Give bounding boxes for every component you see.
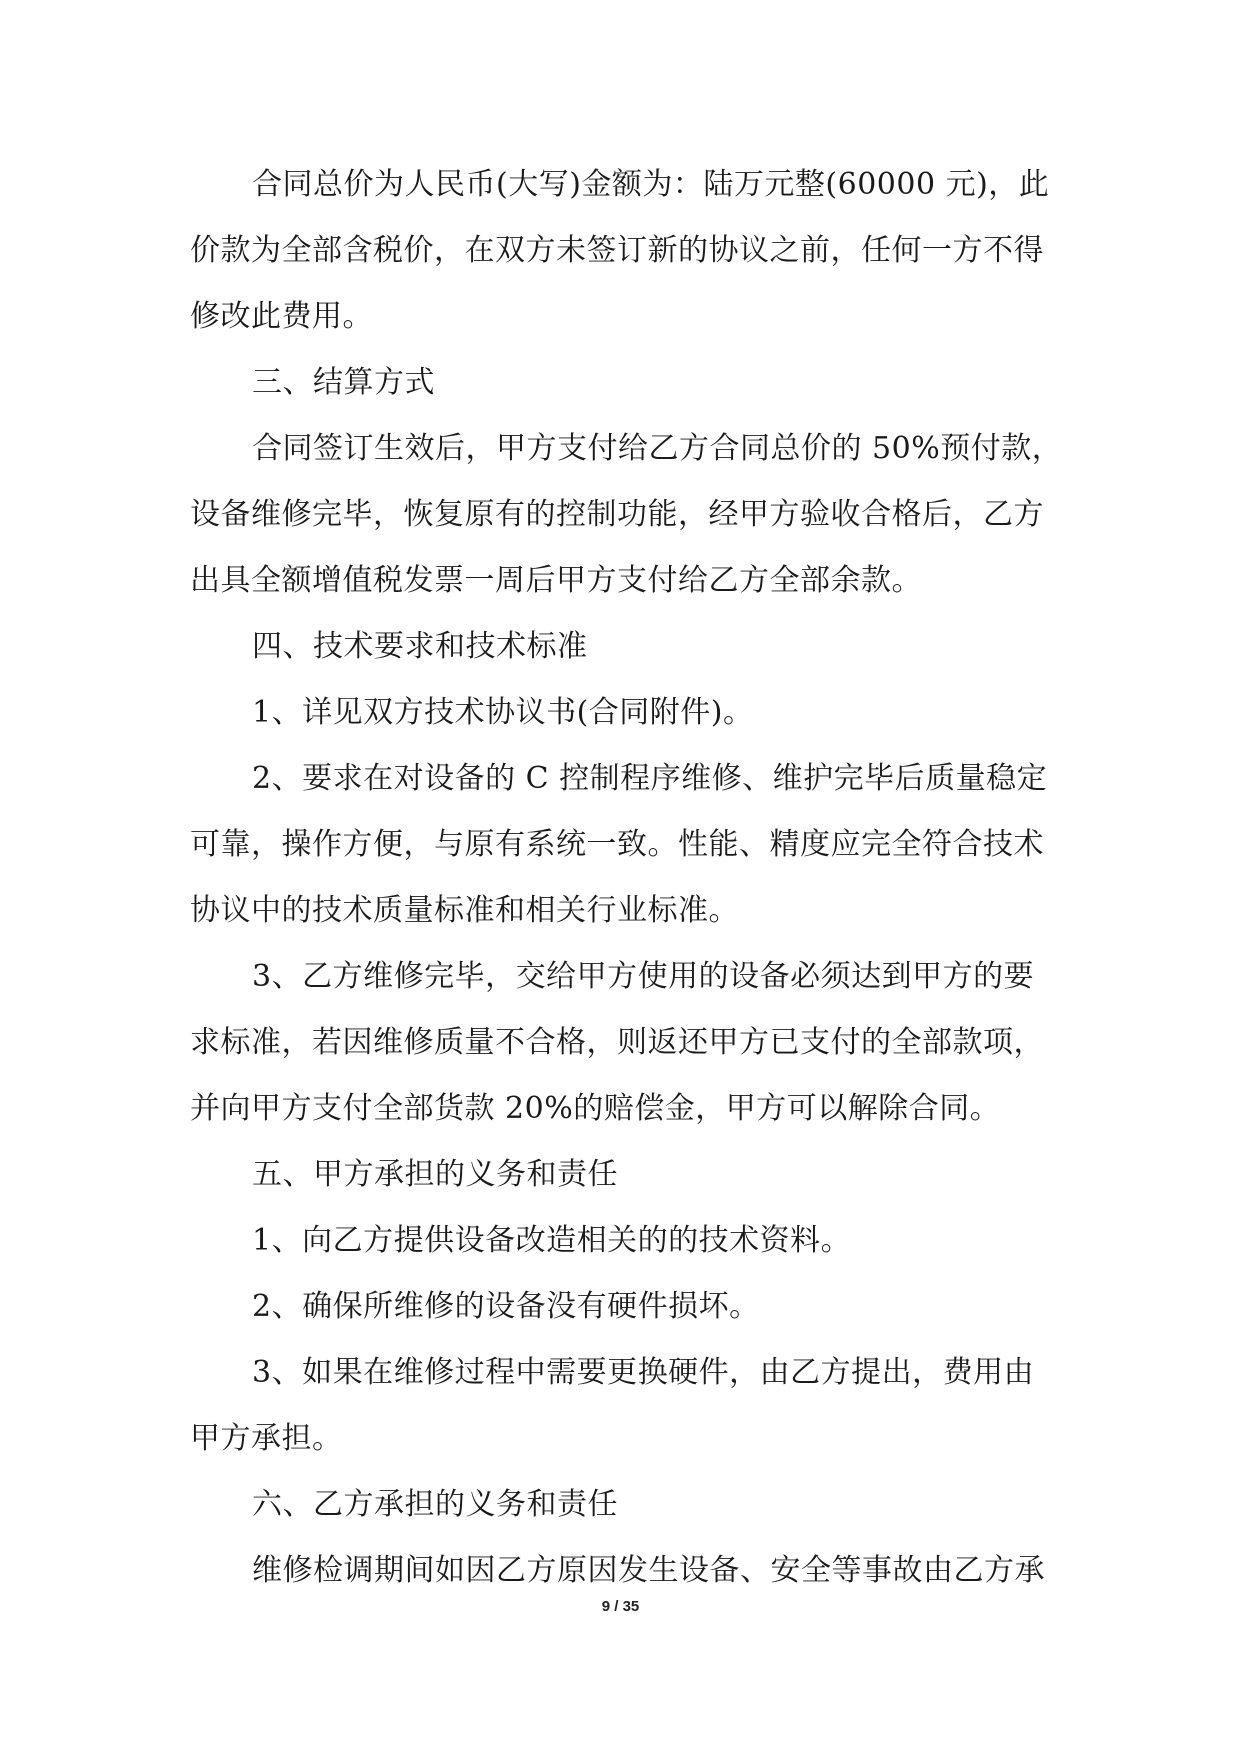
page-number: 9 / 35 xyxy=(601,1598,640,1615)
section-heading: 六、乙方承担的义务和责任 xyxy=(252,1487,618,1522)
paragraph-line: 合同总价为人民币(大写)金额为：陆万元整(60000 元)，此 xyxy=(252,167,1050,202)
paragraph-line: 可靠，操作方便，与原有系统一致。性能、精度应完全符合技术 xyxy=(190,827,1044,862)
section-heading: 三、结算方式 xyxy=(252,365,435,400)
list-item: 3、如果在维修过程中需要更换硬件，由乙方提出，费用由 xyxy=(252,1355,1035,1390)
paragraph-line: 协议中的技术质量标准和相关行业标准。 xyxy=(190,893,739,928)
section-heading: 五、甲方承担的义务和责任 xyxy=(252,1157,618,1192)
paragraph-line: 价款为全部含税价，在双方未签订新的协议之前，任何一方不得 xyxy=(190,233,1044,268)
paragraph-line: 求标准，若因维修质量不合格，则返还甲方已支付的全部款项， xyxy=(190,1025,1044,1060)
list-item: 3、乙方维修完毕，交给甲方使用的设备必须达到甲方的要 xyxy=(252,959,1035,994)
list-item: 2、要求在对设备的 C 控制程序维修、维护完毕后质量稳定 xyxy=(252,761,1048,796)
list-item: 1、详见双方技术协议书(合同附件)。 xyxy=(252,695,754,730)
paragraph-line: 维修检调期间如因乙方原因发生设备、安全等事故由乙方承 xyxy=(252,1553,1045,1588)
section-heading: 四、技术要求和技术标准 xyxy=(252,629,588,664)
list-item: 2、确保所维修的设备没有硬件损坏。 xyxy=(252,1289,760,1324)
document-body xyxy=(190,152,1063,1604)
paragraph-line: 修改此费用。 xyxy=(190,299,373,334)
paragraph-line: 合同签订生效后，甲方支付给乙方合同总价的 50%预付款， xyxy=(252,431,1063,466)
list-item: 1、向乙方提供设备改造相关的的技术资料。 xyxy=(252,1223,852,1258)
paragraph-line: 设备维修完毕，恢复原有的控制功能，经甲方验收合格后，乙方 xyxy=(190,497,1044,532)
paragraph-line: 甲方承担。 xyxy=(190,1421,343,1456)
paragraph-line: 并向甲方支付全部货款 20%的赔偿金，甲方可以解除合同。 xyxy=(190,1091,1001,1126)
paragraph-line: 出具全额增值税发票一周后甲方支付给乙方全部余款。 xyxy=(190,563,922,598)
